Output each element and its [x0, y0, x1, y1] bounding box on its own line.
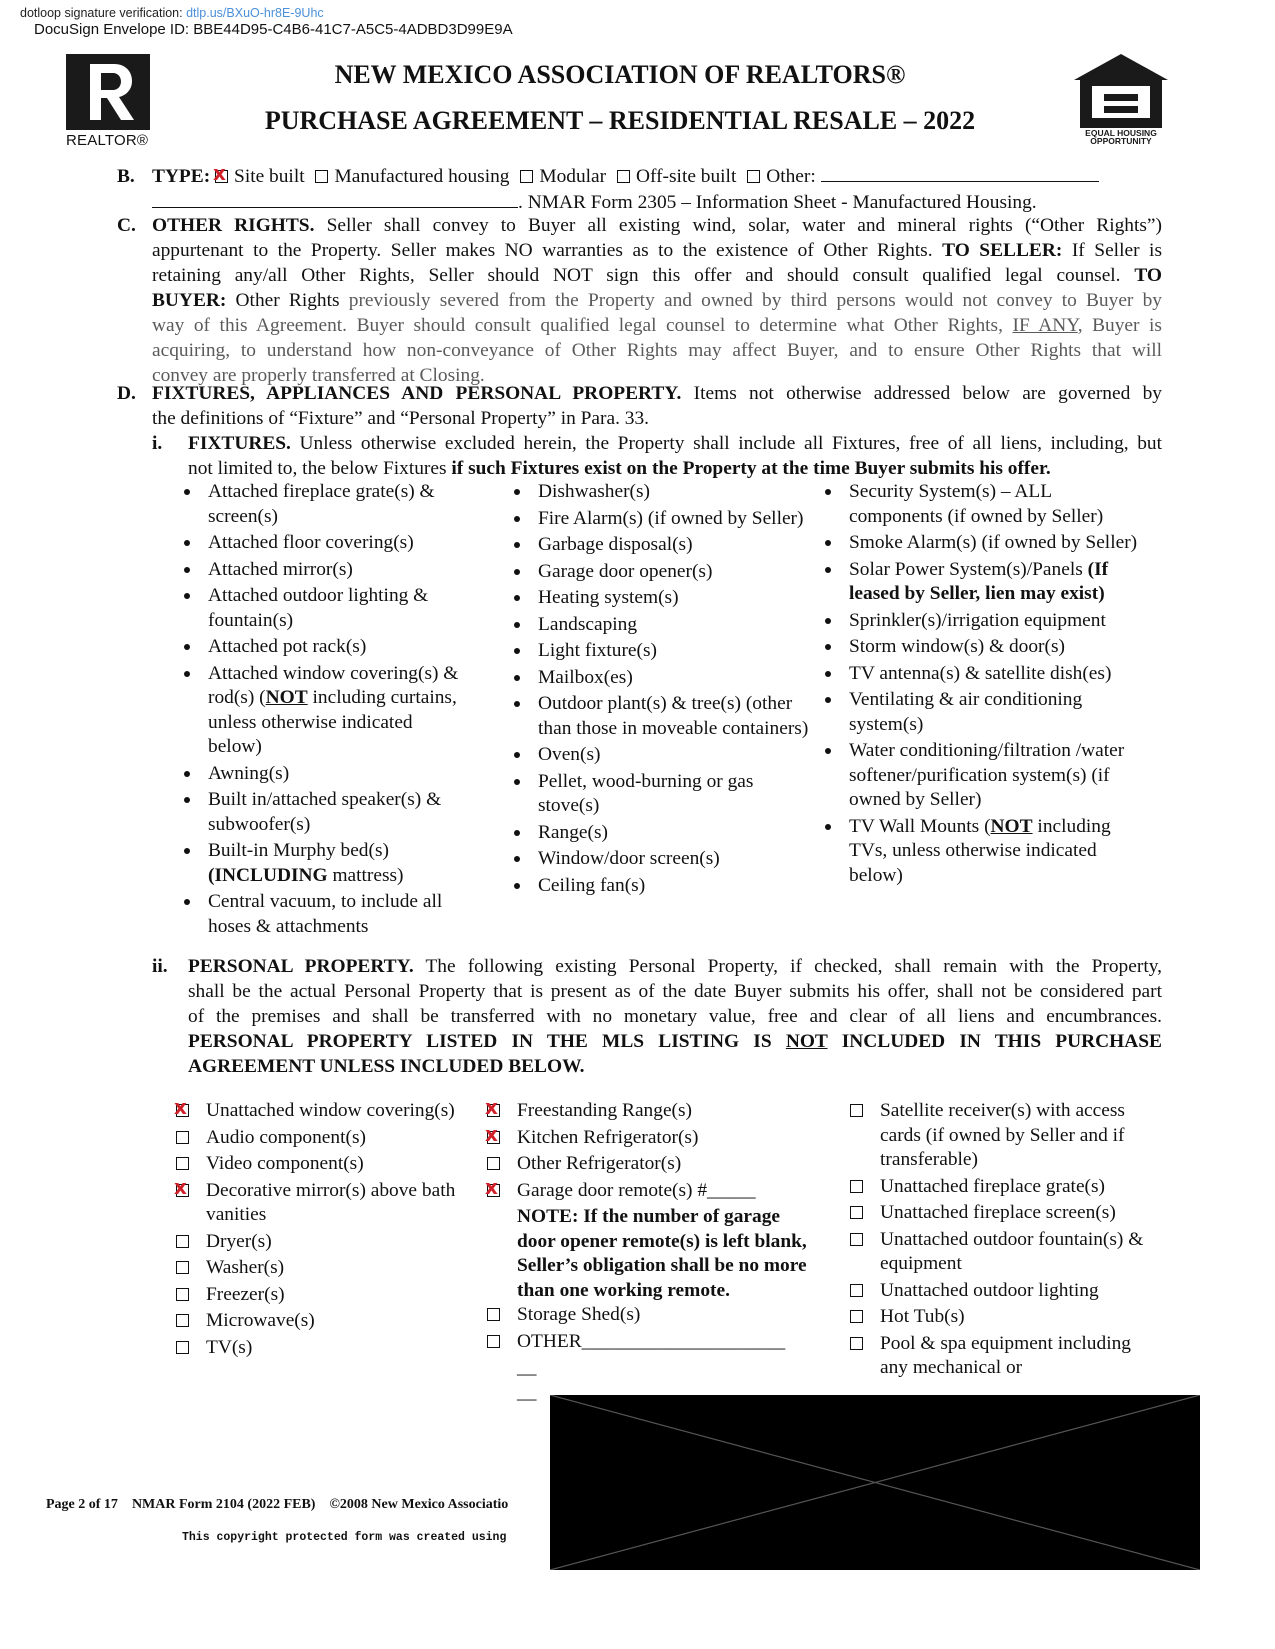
pp-item-label: Video component(s): [206, 1153, 364, 1174]
verification-link[interactable]: dtlp.us/BXuO-hr8E-9Uhc: [186, 6, 324, 20]
garage-remote-note: NOTE: If the number of garage door opener remote(s) is left blank, Seller’s obligation shall be no more than one working remote.: [517, 1206, 807, 1301]
other-rights-text: previously severed from the Property and owned by third persons would not convey to Buyer by: [348, 290, 1162, 311]
if-any-text: IF ANY: [1012, 315, 1078, 336]
pp-checkbox[interactable]: [176, 1341, 189, 1354]
fixture-item: Outdoor plant(s) & tree(s) (other than those in moveable containers): [510, 692, 810, 741]
fixture-item-text: TV Wall Mounts (: [849, 815, 991, 837]
buyer-label: BUYER:: [152, 290, 227, 311]
personal-property-bold: PERSONAL PROPERTY LISTED IN THE MLS LISTING IS: [188, 1031, 772, 1052]
fixture-item: Water conditioning/filtration /water softener/purification system(s) (if owned by Seller): [821, 739, 1141, 813]
type-other-field[interactable]: [821, 163, 1099, 182]
fixture-item-not: NOT: [990, 815, 1033, 837]
pp-checkbox[interactable]: [850, 1310, 863, 1323]
pp-item-label: TV(s): [206, 1336, 253, 1358]
fixture-item: Attached outdoor lighting & fountain(s): [180, 584, 470, 633]
fixture-item: Mailbox(es): [510, 666, 810, 691]
fixtures-text: Unless otherwise excluded herein, the Property shall include all Fixtures, free of all liens, including, but: [299, 433, 1162, 454]
pp-item-label: Kitchen Refrigerator(s): [517, 1126, 699, 1148]
fixture-item: [180, 662, 470, 760]
fixtures-column-2: [510, 480, 810, 900]
fixture-item: Security System(s) – ALL components (if owned by Seller): [821, 480, 1141, 529]
pp-checkbox[interactable]: [850, 1337, 863, 1350]
pp-checkbox[interactable]: [850, 1104, 863, 1117]
personal-property-text: The following existing Personal Property, if checked, shall remain with the Property,: [425, 956, 1162, 977]
page-number: Page 2 of 17: [46, 1497, 118, 1512]
fixtures-heading: FIXTURES.: [188, 433, 291, 454]
fixtures-text: not limited to, the below Fixtures: [188, 458, 447, 479]
fixture-item: Landscaping: [510, 613, 810, 638]
fixture-item: Ceiling fan(s): [510, 874, 810, 899]
fixture-item-text: mattress): [327, 864, 404, 886]
fixture-item-not: NOT: [265, 687, 308, 708]
type-option-label: Other:: [766, 166, 816, 187]
other-rights-text: way of this Agreement. Buyer should consult qualified legal counsel to determine what Other Rights,: [152, 315, 1003, 336]
pp-item-label: Unattached fireplace grate(s): [880, 1175, 1106, 1197]
pp-checkbox[interactable]: [487, 1335, 500, 1348]
form-number: NMAR Form 2104 (2022 FEB): [131, 1497, 316, 1512]
fixture-item: Light fixture(s): [510, 639, 810, 664]
fixture-item-bold: (If leased by Seller, lien may exist): [849, 558, 1109, 604]
fixture-item-text: Attached window covering(s) & rod(s) (: [208, 662, 459, 708]
pp-checkbox[interactable]: [850, 1180, 863, 1193]
fixture-item: Attached mirror(s): [180, 558, 470, 583]
fixture-item: Heating system(s): [510, 586, 810, 611]
type-option-label: Modular: [539, 166, 607, 187]
personal-property-column-2: [487, 1099, 817, 1405]
pp-item-label: Freezer(s): [206, 1283, 285, 1305]
fixture-item: Fire Alarm(s) (if owned by Seller): [510, 507, 810, 532]
copyright: ©2008 New Mexico Associatio: [329, 1497, 509, 1512]
other-line[interactable]: __: [517, 1357, 537, 1378]
other-rights-text: If Seller is: [1071, 240, 1162, 261]
pp-checkbox[interactable]: [850, 1233, 863, 1246]
pp-checkbox[interactable]: [176, 1157, 189, 1170]
pp-item-label: Unattached window covering(s): [206, 1100, 455, 1121]
pp-item-label: OTHER_____________________: [517, 1330, 786, 1352]
fixture-item: Attached fireplace grate(s) & screen(s): [180, 480, 470, 529]
pp-checkbox[interactable]: [176, 1131, 189, 1144]
pp-checkbox[interactable]: [850, 1284, 863, 1297]
footer: [46, 1497, 508, 1513]
pp-item-label: Microwave(s): [206, 1310, 315, 1331]
realtor-logo: [66, 54, 152, 149]
other-rights-text: retaining any/all Other Rights, Seller should NOT sign this offer and should consult qualified legal counsel.: [152, 265, 1121, 286]
to-seller-label: TO SELLER:: [942, 240, 1063, 261]
other-line[interactable]: __: [517, 1381, 537, 1403]
fixture-item: Storm window(s) & door(s): [821, 635, 1141, 660]
svg-text:EQUAL HOUSING: EQUAL HOUSING: [1085, 128, 1157, 138]
fixture-item: Attached pot rack(s): [180, 635, 470, 660]
to-label: TO: [1134, 265, 1162, 286]
fixture-item: Sprinkler(s)/irrigation equipment: [821, 609, 1141, 634]
other-rights-text: Seller shall convey to Buyer all existing wind, solar, water and mineral rights (“Other Rights”): [326, 215, 1162, 236]
fixture-item: TV antenna(s) & satellite dish(es): [821, 662, 1141, 687]
personal-property-column-3: [850, 1099, 1150, 1383]
envelope-id: DocuSign Envelope ID: BBE44D95-C4B6-41C7-A5C5-4ADBD3D99E9A: [34, 21, 513, 38]
type-line2: . NMAR Form 2305 – Information Sheet - Manufactured Housing.: [518, 192, 1037, 213]
other-rights-text: Other Rights: [235, 290, 340, 311]
fixtures-num: i.: [152, 433, 163, 454]
type-option-label: Manufactured housing: [334, 166, 510, 187]
personal-property-text: shall be the actual Personal Property that is present as of the date Buyer submits his offer, shall not be considered part: [188, 981, 1162, 1002]
fixture-item: Awning(s): [180, 762, 470, 787]
other-rights-section: [117, 213, 1162, 388]
personal-property-section: [152, 954, 1162, 1079]
personal-property-bold: AGREEMENT UNLESS INCLUDED BELOW.: [188, 1056, 585, 1077]
redaction-box: [550, 1395, 1200, 1570]
other-rights-letter: C.: [117, 215, 136, 236]
fixtures-section: [117, 381, 1162, 481]
fixture-item: Central vacuum, to include all hoses & attachments: [180, 890, 470, 939]
fixture-item: [821, 815, 1141, 889]
pp-checkbox[interactable]: [176, 1261, 189, 1274]
pp-checkbox[interactable]: [487, 1184, 500, 1197]
type-offsite-checkbox[interactable]: [617, 170, 630, 183]
fixtures-text-bold: if such Fixtures exist on the Property at the time Buyer submits his offer.: [451, 458, 1051, 479]
type-manufactured-checkbox[interactable]: [315, 170, 328, 183]
svg-text:OPPORTUNITY: OPPORTUNITY: [1090, 136, 1152, 145]
personal-property-num: ii.: [152, 956, 168, 977]
header-title: NEW MEXICO ASSOCIATION OF REALTORS®: [334, 60, 906, 89]
fixture-item-text: Built-in Murphy bed(s): [208, 840, 389, 861]
realtor-caption: REALTOR®: [66, 132, 149, 149]
pp-checkbox[interactable]: [487, 1104, 500, 1117]
type-label: TYPE: [152, 166, 204, 187]
pp-checkbox[interactable]: [487, 1157, 500, 1170]
personal-property-text: of the premises and shall be transferred with no monetary value, free and clear of all liens and encumbrances.: [188, 1006, 1162, 1027]
type-other-field-cont[interactable]: [152, 189, 518, 208]
fixture-item: Dishwasher(s): [510, 480, 810, 505]
equal-housing-logo: [1070, 50, 1172, 145]
fixture-item: Smoke Alarm(s) (if owned by Seller): [821, 531, 1141, 556]
pp-item-label: Unattached outdoor fountain(s) & equipment: [880, 1228, 1144, 1274]
pp-checkbox[interactable]: [487, 1308, 500, 1321]
type-modular-checkbox[interactable]: [520, 170, 533, 183]
type-other-checkbox[interactable]: [747, 170, 760, 183]
fixture-item: Garbage disposal(s): [510, 533, 810, 558]
signature-verification: [20, 6, 324, 20]
pp-checkbox[interactable]: [176, 1104, 189, 1117]
pp-item-label: Unattached fireplace screen(s): [880, 1202, 1116, 1223]
pp-checkbox[interactable]: [850, 1206, 863, 1219]
other-rights-heading: OTHER RIGHTS.: [152, 215, 315, 236]
fixtures-letter: D.: [117, 383, 136, 404]
protected-notice: This copyright protected form was created using: [182, 1531, 507, 1544]
verification-label: dotloop signature verification:: [20, 6, 183, 20]
other-rights-text: convey are properly transferred at Closing.: [152, 365, 485, 386]
fixtures-section-text: Items not otherwise addressed below are governed by: [693, 383, 1162, 404]
fixture-item: [180, 839, 470, 888]
pp-checkbox[interactable]: [176, 1184, 189, 1197]
pp-checkbox[interactable]: [176, 1235, 189, 1248]
pp-item-label: Garage door remote(s) #_____: [517, 1179, 756, 1201]
other-rights-text: appurtenant to the Property. Seller makes NO warranties as to the existence of Other Rights.: [152, 240, 933, 261]
pp-item-label: Satellite receiver(s) with access cards (if owned by Seller and if transferable): [880, 1100, 1125, 1170]
fixture-item-text: including TVs, unless otherwise indicated below): [849, 815, 1111, 886]
fixture-item-bold: (INCLUDING: [208, 864, 328, 886]
fixture-item: Garage door opener(s): [510, 560, 810, 585]
type-letter: B.: [117, 166, 135, 187]
pp-item-label: Storage Shed(s): [517, 1304, 641, 1325]
personal-property-column-1: [176, 1099, 466, 1362]
fixtures-column-3: [821, 480, 1141, 890]
other-rights-text: acquiring, to understand how non-conveyance of Other Rights may affect Buyer, and to ensure Other Rights that will: [152, 340, 1162, 361]
fixture-item: [821, 558, 1141, 607]
pp-checkbox[interactable]: [487, 1131, 500, 1144]
personal-property-bold: INCLUDED IN THIS PURCHASE: [841, 1031, 1162, 1052]
type-option-label: Off-site built: [635, 166, 737, 187]
personal-property-not: NOT: [785, 1031, 828, 1052]
pp-item-label: Washer(s): [206, 1257, 285, 1278]
header-subtitle: PURCHASE AGREEMENT – RESIDENTIAL RESALE – 2022: [264, 106, 976, 135]
fixture-item-text: Solar Power System(s)/Panels: [849, 558, 1083, 580]
type-site-built-checkbox[interactable]: [215, 170, 228, 183]
pp-checkbox[interactable]: [176, 1288, 189, 1301]
fixture-item: Range(s): [510, 821, 810, 846]
fixture-item: Pellet, wood-burning or gas stove(s): [510, 770, 810, 819]
pp-item-label: Hot Tub(s): [880, 1306, 965, 1327]
pp-item-label: Other Refrigerator(s): [517, 1153, 682, 1174]
fixture-item: Attached floor covering(s): [180, 531, 470, 556]
personal-property-heading: PERSONAL PROPERTY.: [188, 956, 414, 977]
pp-item-label: Decorative mirror(s) above bath vanities: [206, 1179, 456, 1225]
fixtures-column-1: [180, 480, 470, 941]
pp-item-label: Dryer(s): [206, 1230, 272, 1252]
fixtures-section-text: the definitions of “Fixture” and “Personal Property” in Para. 33.: [152, 408, 650, 429]
pp-item-label: Audio component(s): [206, 1126, 366, 1148]
pp-checkbox[interactable]: [176, 1314, 189, 1327]
fixtures-section-heading: FIXTURES, APPLIANCES AND PERSONAL PROPERTY.: [152, 383, 682, 404]
pp-item-label: Unattached outdoor lighting: [880, 1279, 1099, 1301]
type-section: B. TYPE: xSite built Manufactured housing Modular Off-site built Other: . NMAR Form 2305 – Information Sheet - Manufactured Housing.: [117, 163, 1162, 215]
type-option-label: Site built: [234, 166, 305, 187]
fixture-item: Ventilating & air conditioning system(s): [821, 688, 1141, 737]
pp-item-label: Pool & spa equipment including any mechanical or: [880, 1332, 1131, 1378]
fixture-item-text: including curtains, unless otherwise indicated below): [208, 687, 457, 757]
fixture-item: Built in/attached speaker(s) & subwoofer(s): [180, 788, 470, 837]
fixture-item: Window/door screen(s): [510, 847, 810, 872]
pp-item-label: Freestanding Range(s): [517, 1100, 693, 1121]
other-rights-text: , Buyer is: [1077, 315, 1162, 336]
fixture-item: Oven(s): [510, 743, 810, 768]
